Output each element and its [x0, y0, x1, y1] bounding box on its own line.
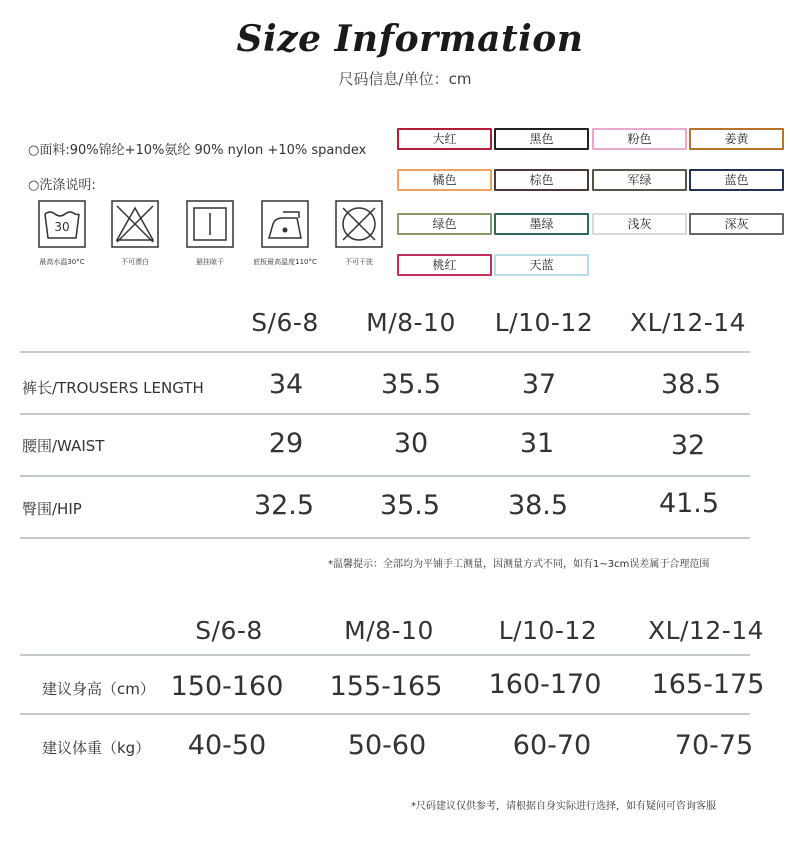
cell-waist-l: 31 [519, 428, 555, 459]
row-label-waist: 腰围/WAIST [22, 437, 105, 455]
cell-height-m: 155-165 [329, 671, 443, 702]
row-label-weight: 建议体重（kg） [42, 739, 151, 757]
color-swatch[interactable]: 绿色 [397, 213, 492, 235]
cell-hip-m: 35.5 [379, 490, 441, 521]
color-swatch[interactable]: 墨绿 [494, 213, 589, 235]
size-header-l: L/10-12 [494, 308, 594, 337]
color-swatch[interactable]: 黑色 [494, 128, 589, 150]
measurement-note: *温馨提示：全部均为平铺手工测量，因测量方式不同，如有1~3cm误差属于合理范围 [328, 559, 710, 570]
cell-weight-s: 40-50 [187, 730, 267, 761]
size-header-s: S/6-8 [251, 308, 319, 337]
cell-weight-l: 60-70 [512, 730, 592, 761]
cell-waist-s: 29 [268, 428, 304, 459]
size-advice-note: *尺码建议仅供参考，请根据自身实际进行选择，如有疑问可咨询客服 [411, 801, 716, 812]
color-swatch[interactable]: 大红 [397, 128, 492, 150]
wash-30-icon [38, 200, 86, 248]
wash-temperature: 30 [54, 220, 70, 234]
color-swatch[interactable]: 粉色 [592, 128, 687, 150]
color-swatch[interactable]: 浅灰 [592, 213, 687, 235]
cell-length-m: 35.5 [380, 369, 442, 400]
size-header-xl: XL/12-14 [629, 308, 747, 337]
care-label-hang-dry: 悬挂晾干 [196, 258, 224, 266]
cell-weight-xl: 70-75 [674, 730, 754, 761]
cell-hip-xl: 41.5 [658, 488, 720, 519]
page-title: Size Information [236, 18, 584, 60]
size-header-s: S/6-8 [195, 616, 263, 645]
fabric-composition: ○面料:90%锦纶+10%氨纶 90% nylon +10% spandex [28, 143, 367, 158]
care-label-no-bleach: 不可漂白 [121, 258, 149, 266]
color-swatch[interactable]: 天蓝 [494, 254, 589, 276]
row-label-height: 建议身高（cm） [42, 680, 155, 698]
wash-instructions-label: ○洗涤说明: [28, 178, 96, 193]
cell-hip-l: 38.5 [507, 490, 569, 521]
care-label-wash: 最高水温30°C [39, 258, 85, 266]
cell-length-l: 37 [521, 369, 557, 400]
cell-height-xl: 165-175 [651, 669, 765, 700]
page-subtitle: 尺码信息/单位：cm [338, 70, 472, 88]
hang-dry-icon [186, 200, 234, 248]
color-swatch[interactable]: 军绿 [592, 169, 687, 191]
table-divider [20, 413, 750, 415]
no-dry-clean-icon [335, 200, 383, 248]
cell-waist-xl: 32 [670, 430, 706, 461]
table-divider [20, 654, 750, 656]
table-divider [20, 351, 750, 353]
cell-height-s: 150-160 [170, 671, 284, 702]
color-swatch[interactable]: 棕色 [494, 169, 589, 191]
color-swatch[interactable]: 姜黄 [689, 128, 784, 150]
color-swatch[interactable]: 桃红 [397, 254, 492, 276]
table-divider [20, 537, 750, 539]
table-divider [20, 475, 750, 477]
size-header-m: M/8-10 [344, 616, 434, 645]
cell-weight-m: 50-60 [347, 730, 427, 761]
row-label-hip: 臀围/HIP [22, 500, 82, 518]
iron-icon [261, 200, 309, 248]
cell-height-l: 160-170 [488, 669, 602, 700]
cell-hip-s: 32.5 [253, 490, 315, 521]
cell-length-xl: 38.5 [660, 369, 722, 400]
color-swatch[interactable]: 深灰 [689, 213, 784, 235]
cell-waist-m: 30 [393, 428, 429, 459]
care-label-iron: 底板最高温度110°C [253, 258, 317, 266]
color-swatch[interactable]: 蓝色 [689, 169, 784, 191]
size-header-m: M/8-10 [366, 308, 456, 337]
row-label-length: 裤长/TROUSERS LENGTH [22, 379, 204, 397]
care-label-no-dry-clean: 不可干洗 [345, 258, 373, 266]
cell-length-s: 34 [268, 369, 304, 400]
table-divider [20, 713, 750, 715]
no-bleach-icon [111, 200, 159, 248]
size-header-l: L/10-12 [498, 616, 598, 645]
color-swatch[interactable]: 橘色 [397, 169, 492, 191]
size-header-xl: XL/12-14 [647, 616, 765, 645]
